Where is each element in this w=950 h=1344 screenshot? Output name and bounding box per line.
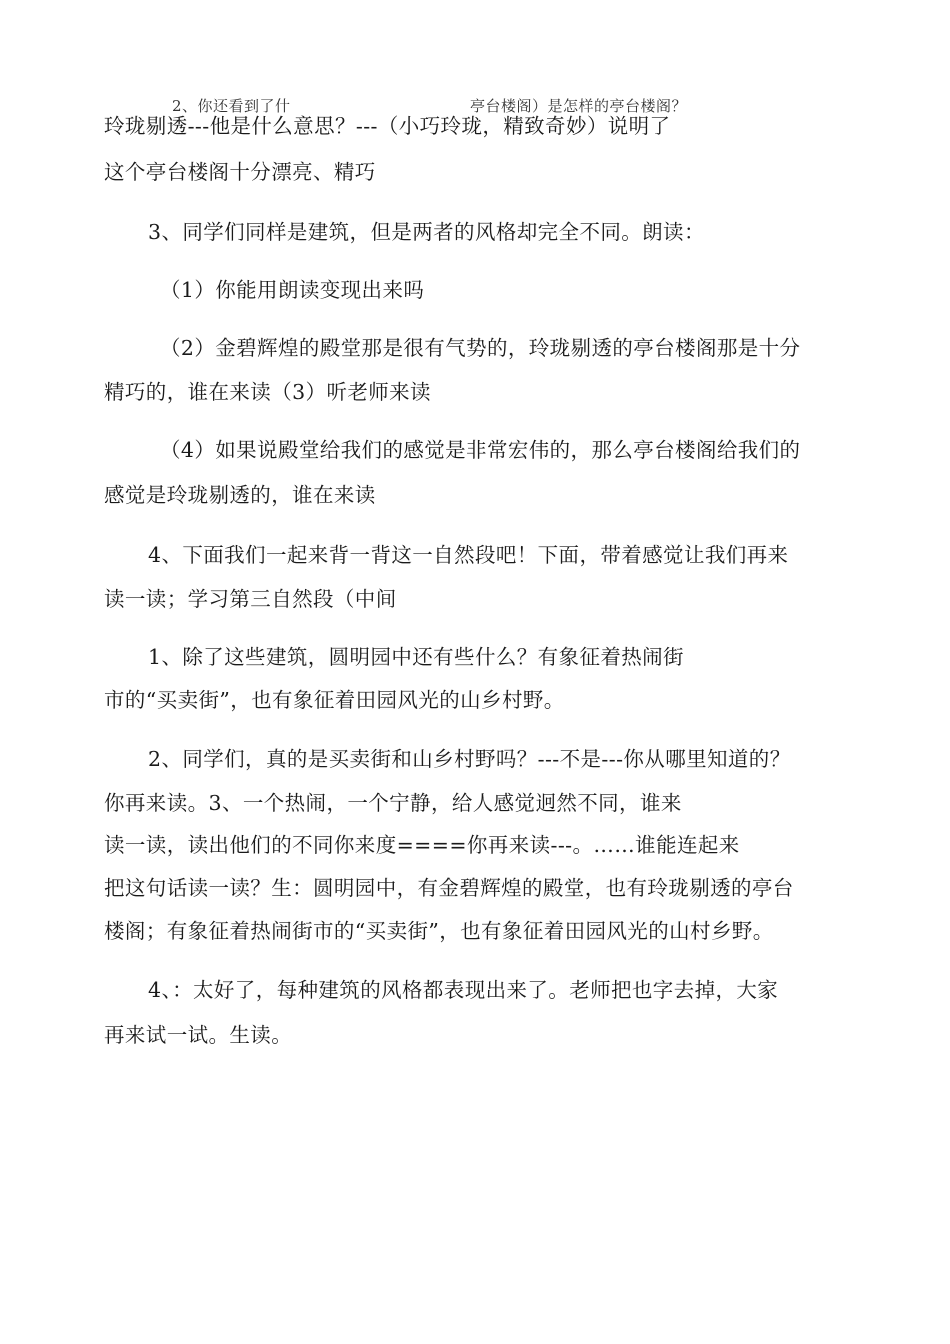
text-line: 感觉是玲珑剔透的，谁在来读 (104, 483, 376, 507)
text-line: 1、除了这些建筑，圆明园中还有些什么？有象征着热闹街 (148, 645, 684, 669)
overlapping-text-fragment: 2、你还看到了什 (172, 97, 291, 115)
text-line: 楼阁；有象征着热闹街市的“买卖街”，也有象征着田园风光的山村乡野。 (104, 919, 774, 943)
text-line: 市的“买卖街”，也有象征着田园风光的山乡村野。 (104, 688, 565, 712)
text-line: 精巧的，谁在来读（3）听老师来读 (104, 380, 431, 404)
text-line: 再来试一试。生读。 (104, 1023, 293, 1047)
text-line: （2）金碧辉煌的殿堂那是很有气势的，玲珑剔透的亭台楼阁那是十分 (160, 336, 801, 360)
text-line: 读一读，读出他们的不同你来度====你再来读---。……谁能连起来 (104, 833, 740, 857)
text-line: 你再来读。3、一个热闹，一个宁静，给人感觉迥然不同，谁来 (104, 791, 682, 815)
text-line: 4、下面我们一起来背一背这一自然段吧！下面，带着感觉让我们再来 (148, 543, 789, 567)
text-line: 读一读；学习第三自然段（中间 (104, 587, 397, 611)
text-line: 2、同学们，真的是买卖街和山乡村野吗？---不是---你从哪里知道的？ (148, 747, 791, 771)
text-line: 4、：太好了，每种建筑的风格都表现出来了。老师把也字去掉，大家 (148, 978, 779, 1002)
text-line: 把这句话读一读？生：圆明园中，有金碧辉煌的殿堂，也有玲珑剔透的亭台 (104, 876, 794, 900)
text-line: 玲珑剔透---他是什么意思？---（小巧玲珑，精致奇妙）说明了 (104, 114, 671, 138)
overlapping-text-fragment: 亭台楼阁）是怎样的亭台楼阁？ (470, 97, 688, 115)
text-line: 3、同学们同样是建筑，但是两者的风格却完全不同。朗读： (148, 220, 705, 244)
text-line: 这个亭台楼阁十分漂亮、精巧 (104, 160, 376, 184)
text-line: （1）你能用朗读变现出来吗 (160, 278, 425, 302)
text-line: （4）如果说殿堂给我们的感觉是非常宏伟的，那么亭台楼阁给我们的 (160, 438, 801, 462)
